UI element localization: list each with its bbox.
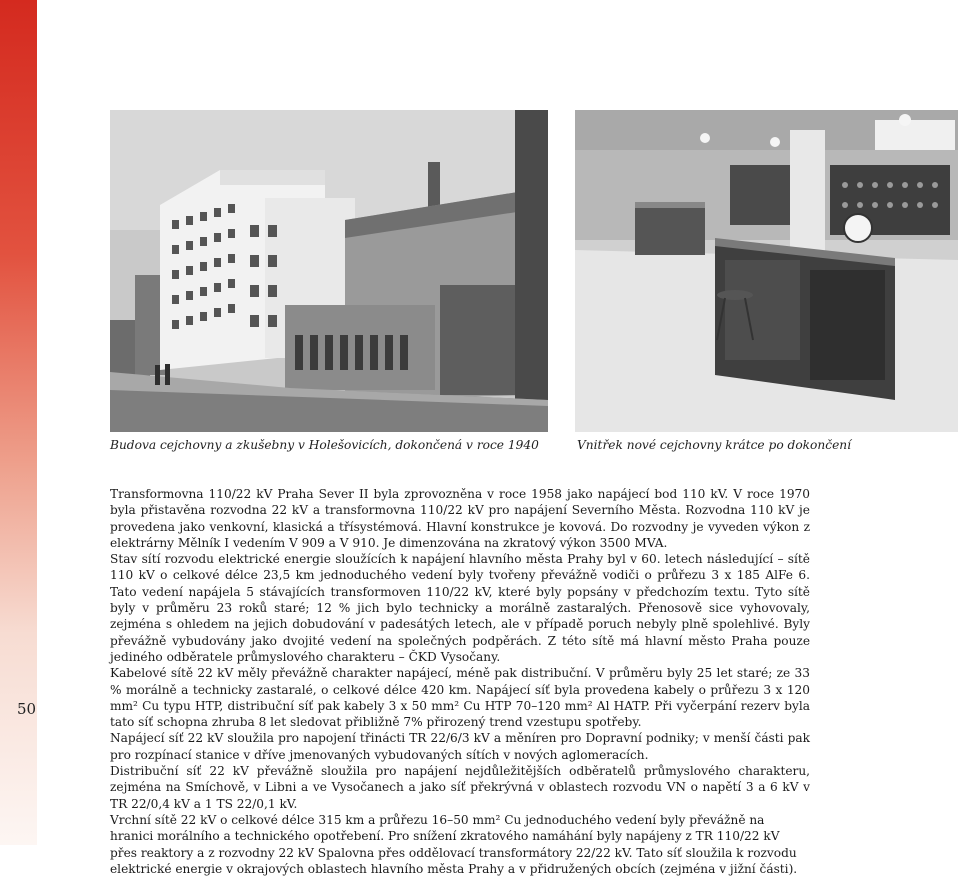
paragraph: Napájecí síť 22 kV sloužila pro napojení třinácti TR 22/6/3 kV a měníren pro Dopravní podniky; v menší části pak pro rozpínací stanice v dříve jmenovaných vybudovaných sítích v nových aglomeracích.: [110, 731, 810, 762]
page-number: 50: [17, 700, 37, 718]
interior-photo: [575, 110, 958, 432]
interior-photo-caption: Vnitřek nové cejchovny krátce po dokončení: [577, 438, 852, 452]
paragraph: Stav sítí rozvodu elektrické energie sloužících k napájení hlavního města Prahy byl v 60. letech následující – sítě 110 kV o celkové délce 23,5 km jednoduchého vedení byly tvořeny převážně vodiči o průřezu 3 x 185 AlFe 6. Tato vedení napájela 5 stávajících transformoven 110/22 kV, které byly popsány v předchozím textu. Tyto sítě byly v průměru 23 roků staré; 12 % jich bylo technicky a morálně zastaralých. Přenosově sice vyhovovaly, zejména s ohledem na jejich dobudování v padesátých letech, ale v případě poruch nebyly plně spolehlivé. Byly převážně vybudovány jako dvojité vedení na společných podpěrách. Z této sítě má hlavní město Praha pouze jediného odběratele průmyslového charakteru – ČKD Vysočany.: [110, 552, 810, 664]
article-body: [110, 486, 810, 877]
building-photo-caption: Budova cejchovny a zkušebny v Holešovicích, dokončená v roce 1940: [110, 438, 539, 452]
paragraph: Distribuční síť 22 kV převážně sloužila pro napájení nejdůležitějších odběratelů průmyslového charakteru, zejména na Smíchově, v Libni a ve Vysočanech a jako síť překrývná v oblastech rozvodu VN o napětí 3 a 6 kV v TR 22/0,4 kV a 1 TS 22/0,1 kV.: [110, 764, 810, 811]
building-photo: [110, 110, 548, 432]
page-color-strip: [0, 0, 37, 845]
paragraph: Kabelové sítě 22 kV měly převážně charakter napájecí, méně pak distribuční. V průměru byly 25 let staré; ze 33 % morálně a technicky zastaralé, o celkové délce 420 km. Napájecí síť byla provedena kabely o průřezu 3 x 120 mm² Cu typu HTP, distribuční síť pak kabely 3 x 50 mm² Cu HTP 70–120 mm² Al HATP. Při vyčerpání rezerv byla tato síť schopna zhruba 8 let sledovat přibližně 7% přirozený trend vzestupu spotřeby.: [110, 666, 810, 730]
paragraph: Transformovna 110/22 kV Praha Sever II byla zprovozněna v roce 1958 jako napájecí bod 110 kV. V roce 1970 byla přistavěna rozvodna 22 kV a transformovna 110/22 kV pro napájení Severního Města. Rozvodna 110 kV je provedena jako venkovní, klasická a třísystémová. Hlavní konstrukce je kovová. Do rozvodny je vyveden výkon z elektrárny Mělník I vedením V 909 a V 910. Je dimenzována na zkratový výkon 3500 MVA.: [110, 487, 810, 550]
paragraph: Vrchní sítě 22 kV o celkové délce 315 km a průřezu 16–50 mm² Cu jednoduchého vedení byly převážně na hranici morálního a technického opotřebení. Pro snížení zkratového namáhání byly napájeny z TR 110/22 kV přes reaktory a z rozvodny 22 kV Spalovna přes oddělovací transformátory 22/22 kV. Tato síť sloužila k rozvodu elektrické energie v okrajových oblastech hlavního města Prahy a v přidružených obcích (zejména v jižní části).: [110, 812, 798, 876]
